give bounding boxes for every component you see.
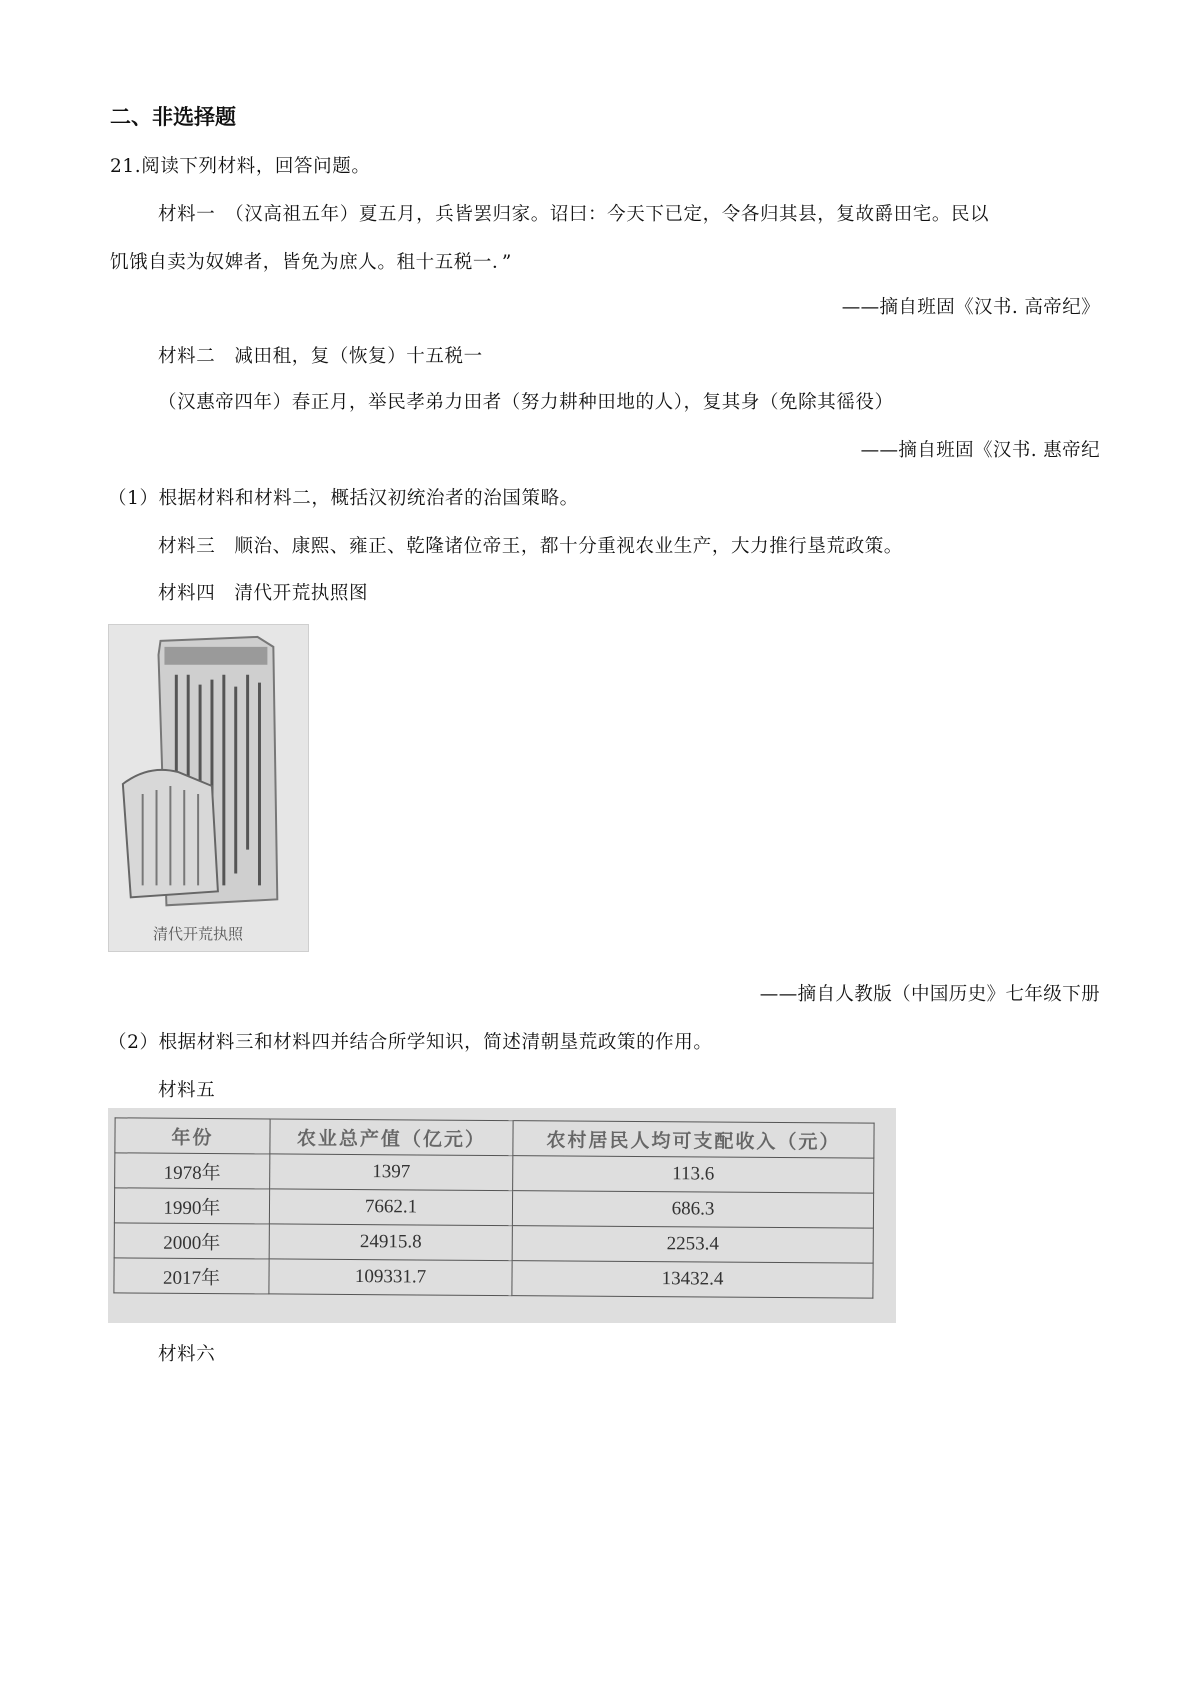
material-four-source: ——摘自人教版（中国历史》七年级下册 (759, 984, 1100, 1005)
question-one: （1）根据材料和材料二，概括汉初统治者的治国策略。 (108, 488, 579, 509)
cell-output: 7662.1 (269, 1189, 512, 1226)
header-income: 农村居民人均可支配收入（元） (513, 1121, 874, 1159)
question-intro: 21.阅读下列材料，回答问题。 (110, 156, 371, 177)
table-row (114, 1188, 873, 1228)
cell-output: 24915.8 (269, 1224, 512, 1261)
material-one-source: ——摘自班固《汉书. 高帝纪》 (841, 297, 1100, 318)
header-output: 农业总产值（亿元） (270, 1119, 513, 1156)
material-three: 材料三 顺治、康熙、雍正、乾隆诸位帝王，都十分重视农业生产，大力推行垦荒政策。 (158, 536, 903, 557)
header-year: 年份 (115, 1118, 270, 1154)
cell-income: 13432.4 (512, 1261, 873, 1299)
cell-year: 1990年 (114, 1188, 269, 1224)
cell-year: 1978年 (115, 1153, 270, 1189)
cell-output: 109331.7 (269, 1259, 512, 1296)
material-two-line1: 材料二 减田租，复（恢复）十五税一 (158, 346, 483, 367)
section-title: 二、非选择题 (110, 105, 236, 129)
material-two-source: ——摘自班固《汉书. 惠帝纪 (860, 440, 1100, 461)
cell-income: 686.3 (512, 1191, 873, 1229)
material-two-line2: （汉惠帝四年）春正月，举民孝弟力田者（努力耕种田地的人），复其身（免除其徭役） (158, 392, 894, 413)
material-four-label: 材料四 清代开荒执照图 (158, 583, 369, 604)
table-row (115, 1153, 874, 1193)
material-one-line2: 饥饿自卖为奴婢者，皆免为庶人。租十五税一．” (110, 252, 512, 273)
qing-land-reclamation-license-image (108, 624, 309, 952)
question-two: （2）根据材料三和材料四并结合所学知识，简述清朝垦荒政策的作用。 (108, 1032, 713, 1053)
cell-year: 2017年 (114, 1258, 269, 1294)
cell-income: 2253.4 (512, 1226, 873, 1264)
cell-output: 1397 (270, 1154, 513, 1191)
material-one-line1: 材料一 （汉高祖五年）夏五月，兵皆罢归家。诏曰：今天下已定，令各归其县，复故爵田宅。民以 (158, 204, 990, 225)
table-row (114, 1223, 873, 1263)
table-header-row (115, 1118, 874, 1158)
table-row (114, 1258, 873, 1298)
image-caption: 清代开荒执照 (153, 925, 244, 943)
material-five-label: 材料五 (158, 1080, 216, 1101)
cell-income: 113.6 (513, 1156, 874, 1194)
agriculture-statistics-table-image (108, 1108, 896, 1323)
agriculture-statistics-table (113, 1117, 874, 1298)
cell-year: 2000年 (114, 1223, 269, 1259)
material-six-label: 材料六 (158, 1344, 216, 1365)
